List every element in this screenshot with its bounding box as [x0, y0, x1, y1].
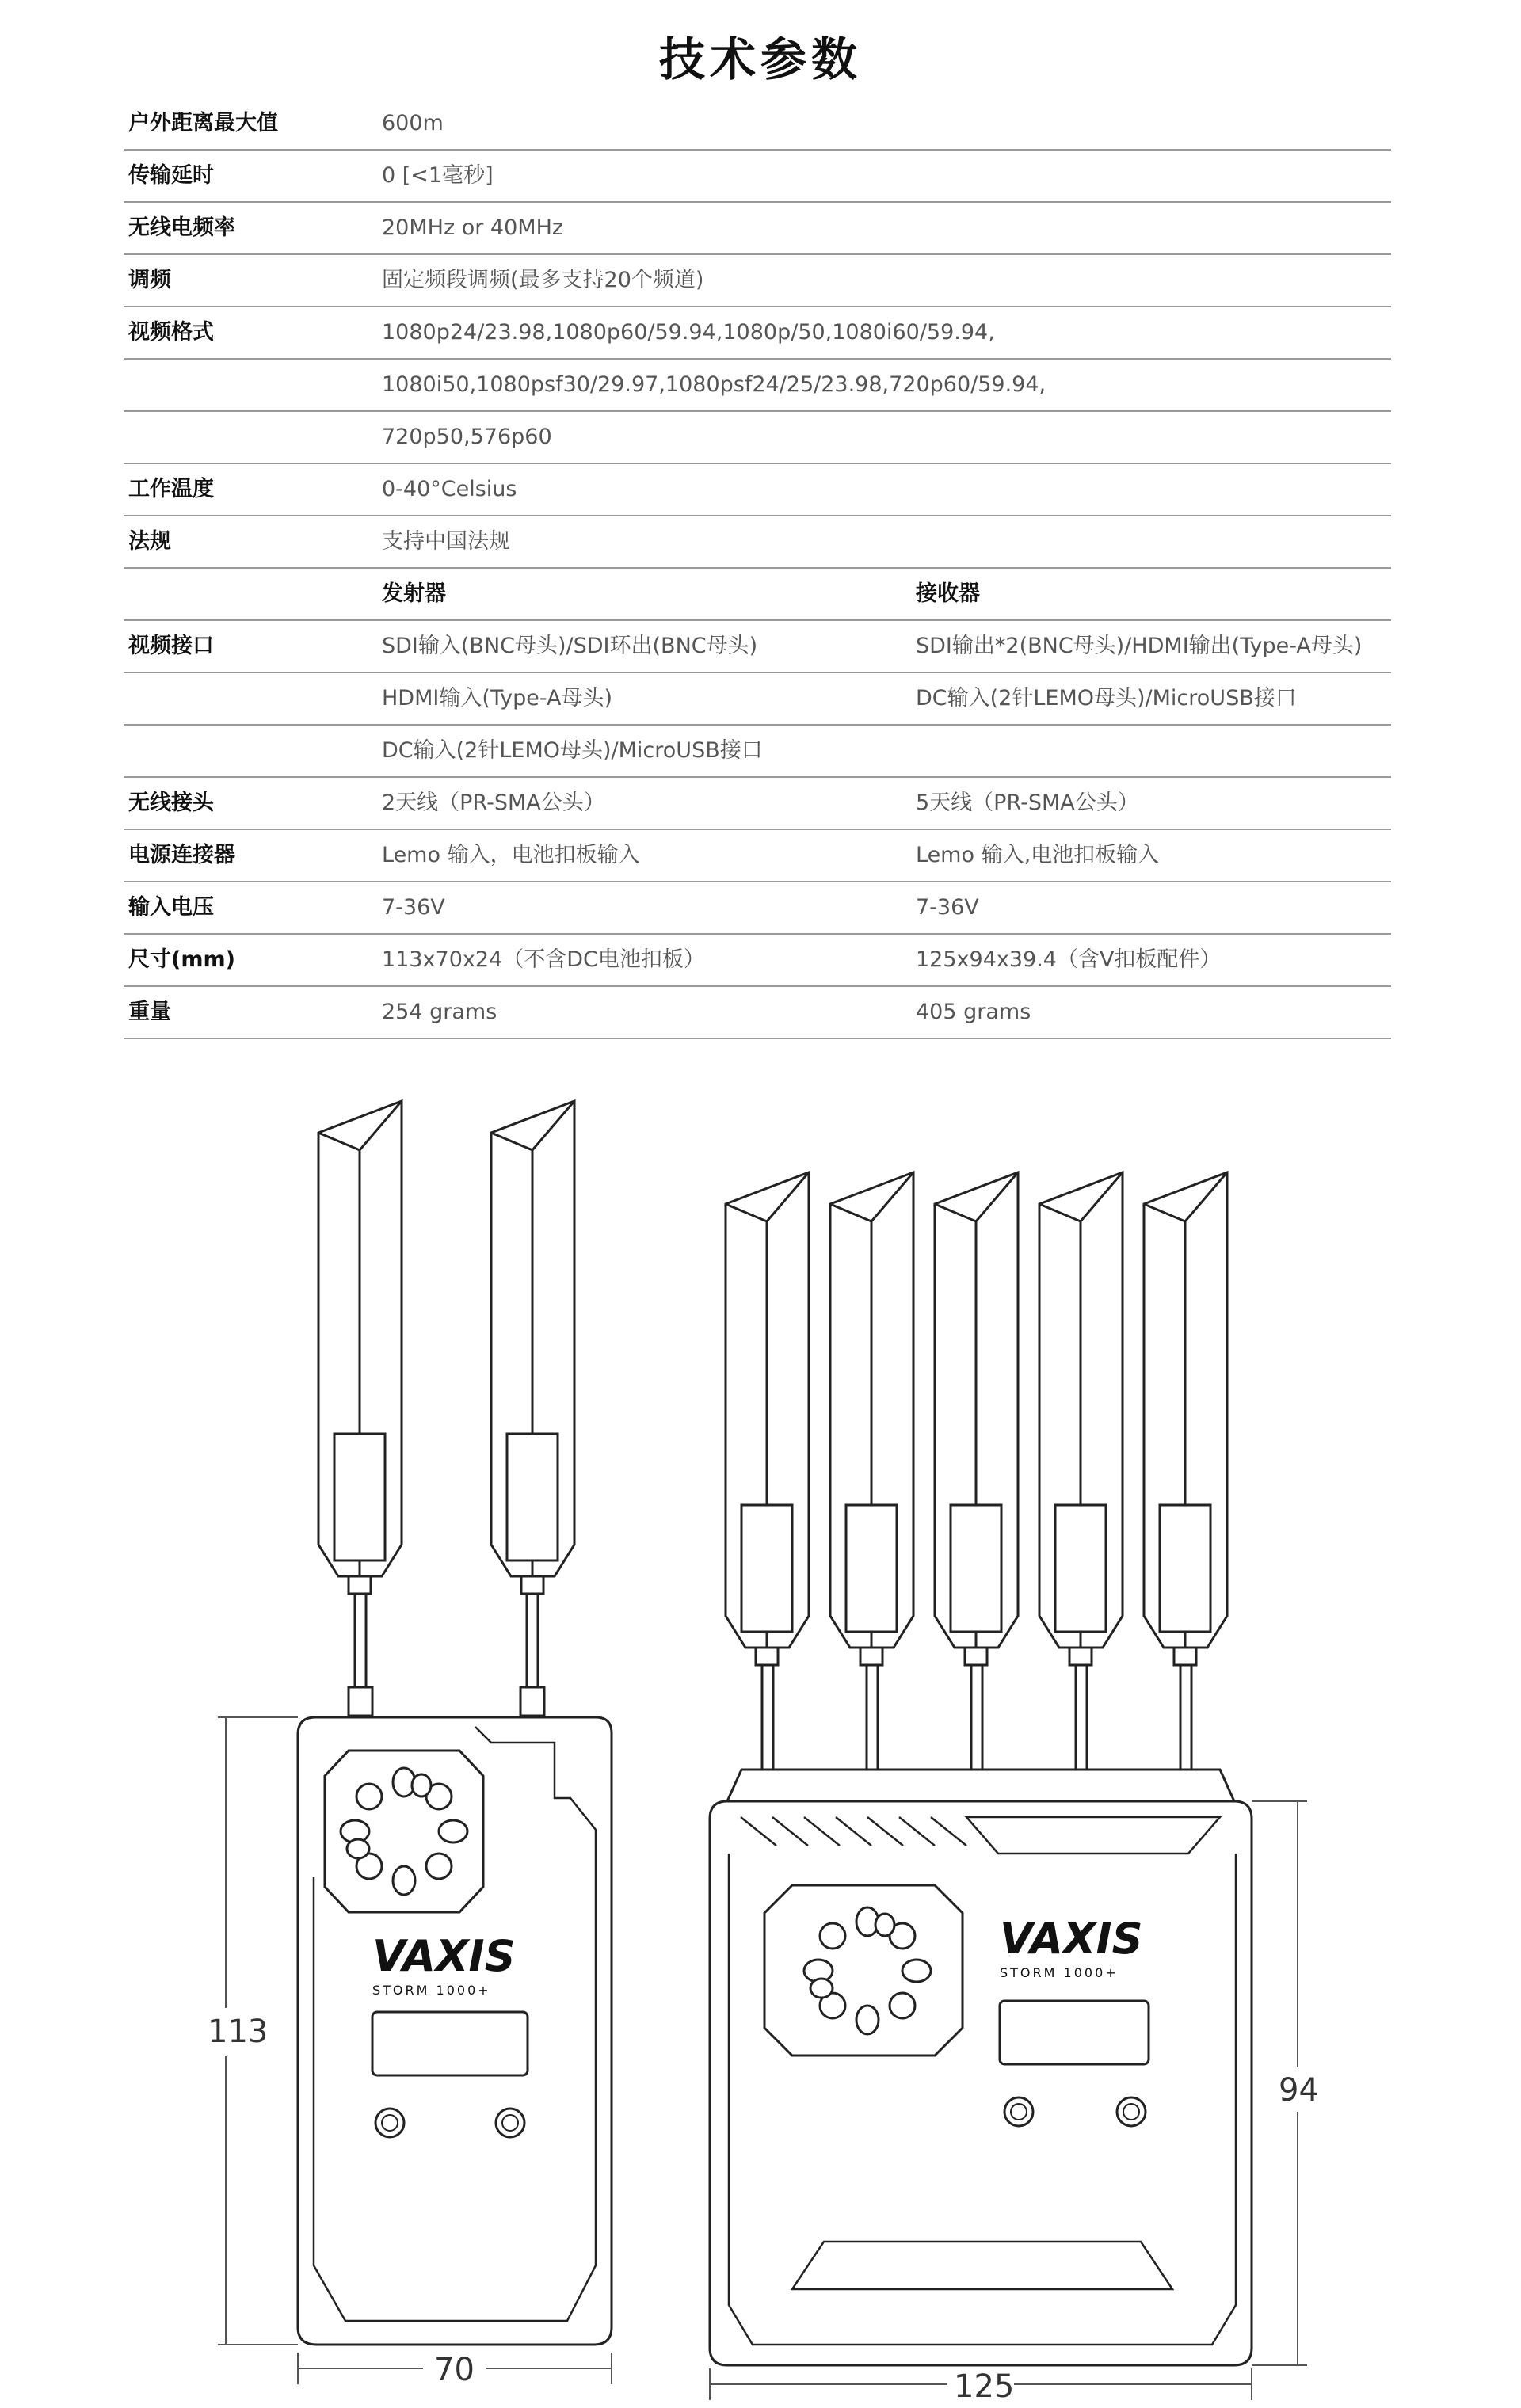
spec-value-receiver: 125x94x39.4（含V扣板配件） [916, 947, 1222, 972]
rx-model-label: STORM 1000+ [1000, 1965, 1119, 1980]
spec-value-transmitter: 发射器 [382, 581, 446, 606]
spec-table [124, 98, 1391, 1039]
spec-label: 法规 [128, 529, 171, 554]
spec-row [124, 360, 1391, 412]
page-title: 技术参数 [658, 32, 862, 86]
spec-row [124, 987, 1391, 1039]
spec-value-transmitter: 600m [382, 111, 444, 135]
spec-value-receiver: 7-36V [916, 895, 979, 920]
spec-row [124, 98, 1391, 150]
spec-value-transmitter: 720p50,576p60 [382, 425, 552, 449]
spec-value-receiver: 5天线（PR-SMA公头） [916, 791, 1139, 815]
spec-row [124, 935, 1391, 987]
spec-label: 无线电频率 [128, 215, 235, 240]
spec-value-receiver: Lemo 输入,电池扣板输入 [916, 843, 1160, 867]
spec-value-receiver: DC输入(2针LEMO母头)/MicroUSB接口 [916, 686, 1297, 711]
spec-label: 传输延时 [128, 163, 214, 188]
spec-label: 输入电压 [128, 895, 214, 920]
spec-row [124, 726, 1391, 778]
spec-value-transmitter: 0 [<1毫秒] [382, 163, 494, 188]
spec-row [124, 830, 1391, 882]
tx-brand-logo: VAXIS [372, 1931, 516, 1981]
spec-row [124, 673, 1391, 726]
spec-row [124, 621, 1391, 673]
spec-value-transmitter: 1080i50,1080psf30/29.97,1080psf24/25/23.98,720p60/59.94, [382, 372, 1046, 397]
spec-label: 视频格式 [128, 320, 214, 345]
spec-value-receiver: 接收器 [916, 581, 980, 606]
spec-value-transmitter: 1080p24/23.98,1080p60/59.94,1080p/50,1080i60/59.94, [382, 320, 995, 345]
rx-brand-logo: VAXIS [1000, 1914, 1143, 1964]
tx-model-label: STORM 1000+ [372, 1983, 491, 1998]
spec-value-transmitter: Lemo 输入，电池扣板输入 [382, 843, 640, 867]
receiver-drawing [710, 1172, 1321, 2400]
spec-value-transmitter: 20MHz or 40MHz [382, 215, 564, 240]
spec-row [124, 150, 1391, 203]
spec-row [124, 882, 1391, 935]
spec-label: 电源连接器 [128, 843, 235, 867]
spec-row [124, 203, 1391, 255]
spec-value-transmitter: 113x70x24（不含DC电池扣板） [382, 947, 705, 972]
rx-width-dimension: 125 [954, 2368, 1015, 2400]
spec-row [124, 516, 1391, 569]
transmitter-drawing [202, 1101, 612, 2388]
tx-height-dimension: 113 [208, 2014, 269, 2050]
spec-value-transmitter: DC输入(2针LEMO母头)/MicroUSB接口 [382, 738, 763, 763]
spec-row [124, 255, 1391, 307]
rx-height-dimension: 94 [1279, 2072, 1319, 2109]
spec-value-transmitter: SDI输入(BNC母头)/SDI环出(BNC母头) [382, 634, 758, 658]
spec-value-receiver: SDI输出*2(BNC母头)/HDMI输出(Type-A母头) [916, 634, 1363, 658]
spec-label: 户外距离最大值 [128, 111, 278, 135]
spec-label: 重量 [128, 1000, 171, 1024]
spec-row [124, 412, 1391, 464]
spec-value-transmitter: 支持中国法规 [382, 529, 510, 554]
spec-value-transmitter: 2天线（PR-SMA公头） [382, 791, 605, 815]
spec-value-transmitter: 固定频段调频(最多支持20个频道) [382, 268, 704, 292]
spec-row [124, 778, 1391, 830]
spec-label: 工作温度 [128, 477, 214, 501]
spec-label: 视频接口 [128, 634, 214, 658]
spec-header-row [124, 569, 1391, 621]
spec-value-transmitter: 7-36V [382, 895, 445, 920]
spec-value-transmitter: 254 grams [382, 1000, 497, 1024]
spec-label: 调频 [128, 268, 171, 292]
spec-row [124, 307, 1391, 360]
spec-value-transmitter: HDMI输入(Type-A母头) [382, 686, 613, 711]
spec-label: 尺寸(mm) [128, 947, 235, 972]
spec-label: 无线接头 [128, 791, 214, 815]
product-drawing [0, 1054, 1521, 2400]
spec-value-receiver: 405 grams [916, 1000, 1031, 1024]
tx-width-dimension: 70 [434, 2352, 475, 2388]
spec-value-transmitter: 0-40°Celsius [382, 477, 517, 501]
spec-row [124, 464, 1391, 516]
